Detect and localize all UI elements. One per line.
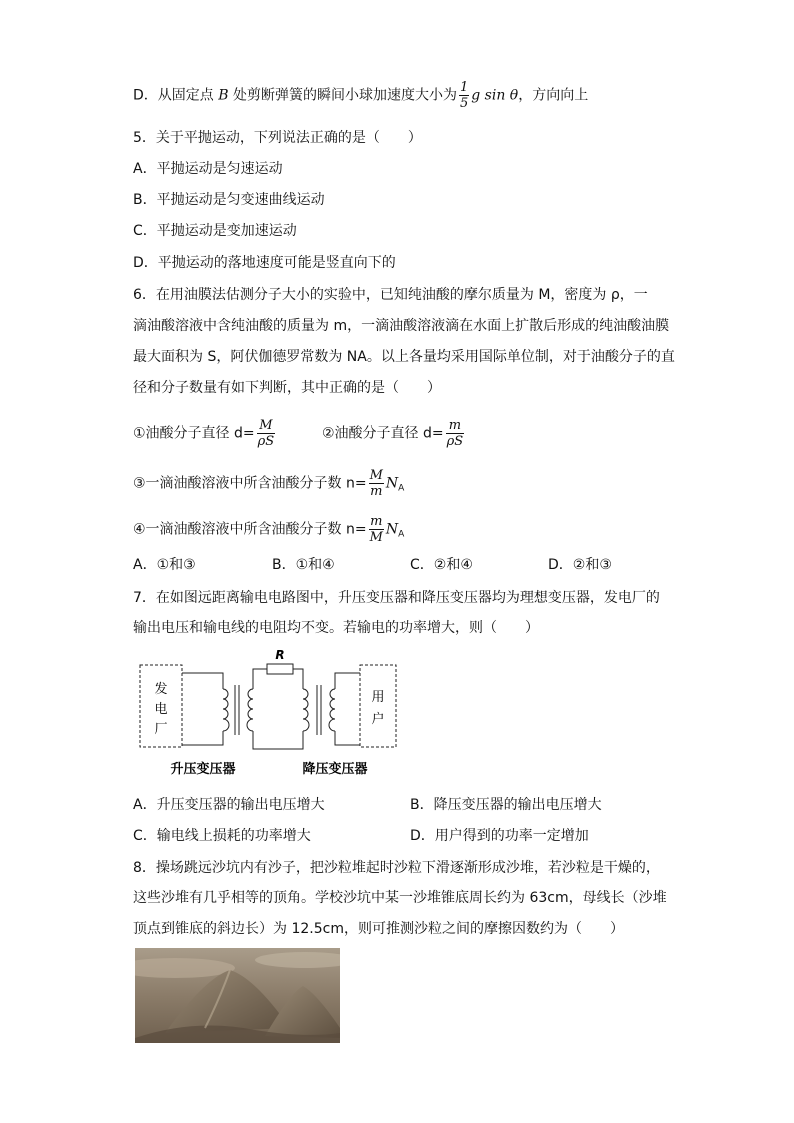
q8-stem-line-3: 顶点到锥底的斜边长）为 12.5cm，则可推测沙粒之间的摩擦因数约为（ ） [133,921,624,937]
q5-option-d: D．平抛运动的落地速度可能是竖直向下的 [133,255,396,271]
plant-char-1: 发 [154,682,168,697]
q6-stem-line-2: 滴油酸溶液中含纯油酸的质量为 m，一滴油酸溶液滴在水面上扩散后形成的纯油酸油膜 [133,318,670,334]
q6-stem-line-1: 6．在用油膜法估测分子大小的实验中，已知纯油酸的摩尔质量为 M，密度为 ρ，一 [133,287,648,303]
step-up-secondary-coil [247,689,253,731]
step-up-primary-coil [223,689,229,731]
q8-stem-line-1: 8．操场跳远沙坑内有沙子，把沙粒堆起时沙粒下滑逐渐形成沙堆，若沙粒是干燥的， [133,860,660,876]
q5-option-b: B．平抛运动是匀变速曲线运动 [133,192,325,208]
q7-option-b: B．降压变压器的输出电压增大 [410,797,602,813]
step-up-caption: 升压变压器 [170,762,236,777]
q8-stem-line-2: 这些沙堆有几乎相等的顶角。学校沙坑中某一沙堆锥底周长约为 63cm，母线长（沙堆 [133,890,667,906]
q6-stem-line-3: 最大面积为 S，阿伏伽德罗常数为 NA。以上各量均采用国际单位制，对于油酸分子的直 [133,349,675,365]
user-box [360,665,396,747]
fraction-one-fifth: $\frac{1}{5}$ [459,80,469,111]
resistor-label: R [275,648,285,662]
q5-stem: 5．关于平抛运动，下列说法正确的是（ ） [133,130,422,146]
power-transmission-diagram [135,645,405,780]
q7-option-c: C．输电线上损耗的功率增大 [133,828,311,844]
q6-option-b: B．①和④ [272,557,335,573]
q6-option-a: A．①和③ [133,557,196,573]
q7-option-d: D．用户得到的功率一定增加 [410,828,589,844]
sand-pile-photo [135,948,340,1043]
plant-char-3: 厂 [154,722,168,737]
q7-option-a: A．升压变压器的输出电压增大 [133,797,325,813]
q6-statement-3: ③一滴油酸溶液中所含油酸分子数 n= $\frac{M}{m}$ $N_A$ [133,468,405,499]
q6-statement-2: ②油酸分子直径 d= $\frac{m}{\rho S}$ [322,418,464,449]
step-down-caption: 降压变压器 [302,762,368,777]
q5-option-c: C．平抛运动是变加速运动 [133,223,297,239]
q6-option-d: D．②和③ [548,557,612,573]
q6-stem-line-4: 径和分子数量有如下判断，其中正确的是（ ） [133,380,441,396]
step-down-secondary-coil [329,689,335,731]
q6-statement-4: ④一滴油酸溶液中所含油酸分子数 n= $\frac{m}{M}$ $N_A$ [133,514,405,545]
q7-stem-line-2: 输出电压和输电线的电阻均不变。若输电的功率增大，则（ ） [133,620,539,636]
q4-option-d: D．从固定点 B 处剪断弹簧的瞬间小球加速度大小为 $\frac{1}{5}$ g sin θ，方向向上 [133,80,589,111]
q5-option-a: A．平抛运动是匀速运动 [133,161,283,177]
step-down-primary-coil [303,689,309,731]
q7-stem-line-1: 7．在如图远距离输电电路图中，升压变压器和降压变压器均为理想变压器，发电厂的 [133,590,660,606]
resistor-r [267,664,293,674]
user-char-2: 户 [371,712,385,727]
user-char-1: 用 [371,690,385,705]
q6-statement-1: ①油酸分子直径 d= $\frac{M}{\rho S}$ [133,418,275,449]
q6-option-c: C．②和④ [410,557,473,573]
plant-char-2: 电 [154,702,168,717]
